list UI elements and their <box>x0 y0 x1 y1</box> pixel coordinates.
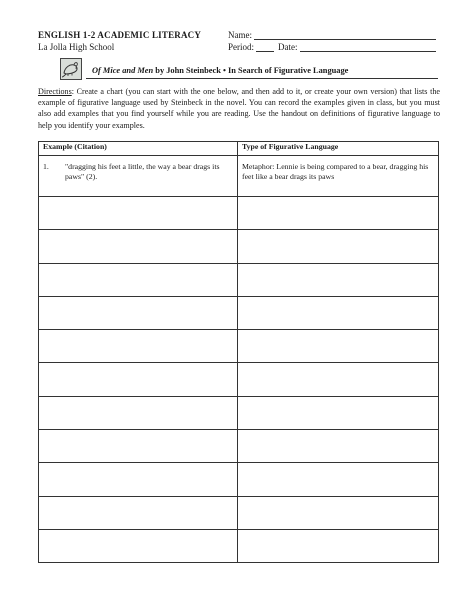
example-cell[interactable] <box>39 496 238 529</box>
type-cell[interactable] <box>238 496 439 529</box>
directions-paragraph <box>38 86 440 131</box>
name-field <box>228 30 436 40</box>
example-cell[interactable] <box>39 529 238 562</box>
period-blank-line <box>256 42 274 52</box>
type-cell[interactable] <box>238 396 439 429</box>
example-text: "dragging his feet a little, the way a bear drags its paws" (2). <box>65 162 220 181</box>
type-cell[interactable] <box>238 197 439 230</box>
example-cell[interactable] <box>39 296 238 329</box>
table-row <box>39 296 439 329</box>
column-header-type: Type of Figurative Language <box>238 142 439 156</box>
name-blank-line <box>254 30 436 40</box>
type-cell[interactable] <box>238 330 439 363</box>
date-blank-line <box>300 42 437 52</box>
name-label: Name: <box>228 30 252 40</box>
table-row <box>39 396 439 429</box>
type-cell[interactable] <box>238 363 439 396</box>
type-cell[interactable] <box>238 263 439 296</box>
example-cell[interactable] <box>39 263 238 296</box>
column-header-example: Example (Citation) <box>39 142 238 156</box>
section-title <box>92 66 348 75</box>
type-cell[interactable] <box>238 529 439 562</box>
book-title: Of Mice and Men <box>92 66 154 75</box>
table-row <box>39 363 439 396</box>
table-row <box>39 156 439 197</box>
example-cell[interactable] <box>39 197 238 230</box>
table-row <box>39 463 439 496</box>
table-row <box>39 330 439 363</box>
example-cell[interactable] <box>39 430 238 463</box>
period-label: Period: <box>228 42 254 52</box>
example-cell[interactable] <box>39 396 238 429</box>
table-row <box>39 529 439 562</box>
row-number: 1. <box>43 162 49 171</box>
example-cell[interactable] <box>39 363 238 396</box>
example-cell[interactable] <box>39 230 238 263</box>
table-row <box>39 230 439 263</box>
table-row <box>39 197 439 230</box>
type-cell[interactable] <box>238 296 439 329</box>
section-subtitle: by John Steinbeck • In Search of Figurative Language <box>153 66 349 75</box>
mouse-drawing-icon <box>60 58 82 80</box>
example-cell[interactable] <box>39 463 238 496</box>
period-field <box>228 42 274 52</box>
type-cell[interactable] <box>238 156 439 197</box>
example-cell[interactable] <box>39 330 238 363</box>
type-cell[interactable] <box>238 430 439 463</box>
date-field <box>278 42 436 52</box>
directions-label: Directions <box>38 87 72 96</box>
school-name: La Jolla High School <box>38 42 115 52</box>
directions-text: : Create a chart (you can start with the one below, and then add to it, or create your own version) that lists the example of figurative language used by Steinbeck in the novel. You can record the examples given in class, but you must also add examples that you find yourself while you are reading. Use the handout on definitions of figurative language to help you identify your examples. <box>38 87 440 130</box>
example-cell[interactable] <box>39 156 238 197</box>
table-row <box>39 496 439 529</box>
type-cell[interactable] <box>238 463 439 496</box>
date-label: Date: <box>278 42 298 52</box>
course-title: ENGLISH 1-2 ACADEMIC LITERACY <box>38 30 202 40</box>
title-divider <box>86 78 438 79</box>
table-header-row <box>39 142 439 156</box>
table-row <box>39 430 439 463</box>
figurative-language-table <box>38 141 439 563</box>
type-text: Metaphor: Lennie is being compared to a bear, dragging his feet like a bear drags its paws <box>242 162 429 181</box>
table-row <box>39 263 439 296</box>
type-cell[interactable] <box>238 230 439 263</box>
